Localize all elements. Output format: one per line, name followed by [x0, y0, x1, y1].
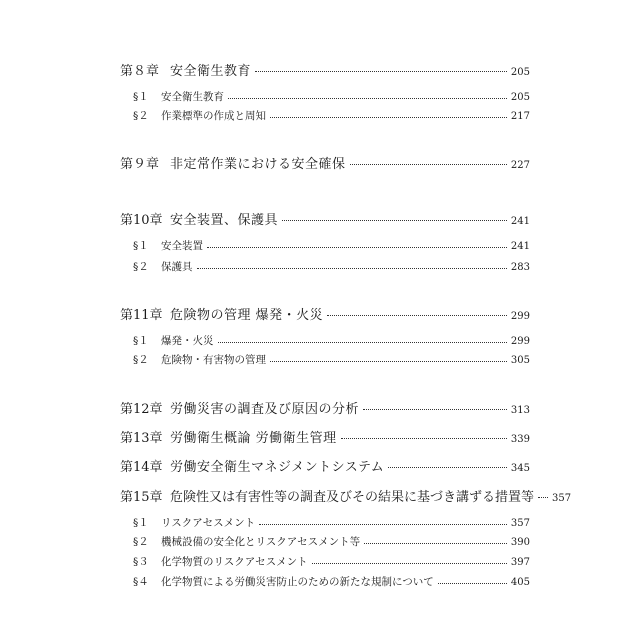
dot-leader: [282, 220, 507, 221]
chapter-title: 危険性又は有害性等の調査及びその結果に基づき講ずる措置等: [170, 490, 535, 505]
toc-chapter-12[interactable]: [120, 398, 530, 417]
section-number: §４: [133, 576, 149, 588]
dot-leader: [350, 164, 507, 165]
chapter-number: 第14章: [120, 460, 163, 475]
section-title: 安全衛生教育: [161, 91, 224, 103]
page-number: 205: [510, 92, 530, 103]
page-number: 299: [510, 336, 530, 347]
chapter-number: 第10章: [120, 213, 163, 228]
chapter-number: 第９章: [120, 157, 160, 172]
section-title: 爆発・火災: [161, 335, 214, 347]
chapter-number: 第13章: [120, 431, 163, 446]
section-number: §１: [133, 517, 149, 529]
dot-leader: [363, 409, 507, 410]
dot-leader: [218, 342, 507, 343]
page-number: 227: [510, 160, 530, 171]
page-number: 339: [510, 434, 530, 445]
dot-leader: [270, 361, 507, 362]
toc-chapter-8[interactable]: [120, 60, 530, 79]
page-number: 357: [552, 493, 572, 504]
chapter-title: 危険物の管理 爆発・火災: [170, 308, 324, 323]
toc-section-8-2[interactable]: [133, 108, 530, 123]
section-number: §１: [133, 91, 149, 103]
chapter-number: 第８章: [120, 64, 160, 79]
toc-chapter-14[interactable]: [120, 456, 530, 475]
chapter-title: 安全装置、保護具: [170, 213, 279, 228]
dot-leader: [364, 543, 507, 544]
chapter-title: 労働安全衛生マネジメントシステム: [170, 460, 385, 475]
section-number: §２: [133, 110, 149, 122]
page-number: 397: [510, 557, 530, 568]
page-number: 405: [510, 577, 530, 588]
toc-section-15-3[interactable]: [133, 554, 530, 569]
page-number: 299: [510, 311, 530, 322]
section-title: リスクアセスメント: [161, 517, 256, 529]
section-title: 化学物質のリスクアセスメント: [161, 556, 308, 568]
section-title: 危険物・有害物の管理: [161, 354, 266, 366]
toc-section-11-2[interactable]: [133, 352, 530, 367]
toc-section-15-2[interactable]: [133, 534, 530, 549]
toc-chapter-11[interactable]: [120, 304, 530, 323]
toc-section-10-1[interactable]: [133, 238, 530, 253]
dot-leader: [207, 247, 507, 248]
section-number: §３: [133, 556, 149, 568]
toc-section-15-4[interactable]: [133, 574, 530, 589]
dot-leader: [538, 497, 548, 498]
section-title: 作業標準の作成と周知: [161, 110, 266, 122]
dot-leader: [341, 438, 507, 439]
toc-section-8-1[interactable]: [133, 89, 530, 104]
toc-chapter-13[interactable]: [120, 427, 530, 446]
section-title: 化学物質による労働災害防止のための新たな規制について: [161, 576, 434, 588]
toc-section-15-1[interactable]: [133, 515, 530, 530]
section-number: §１: [133, 240, 149, 252]
section-number: §１: [133, 335, 149, 347]
toc-chapter-15[interactable]: [120, 486, 572, 505]
page-number: 217: [510, 111, 530, 122]
dot-leader: [327, 315, 507, 316]
section-number: §２: [133, 354, 149, 366]
page-number: 313: [510, 405, 530, 416]
page-number: 390: [510, 537, 530, 548]
dot-leader: [388, 467, 507, 468]
section-title: 保護具: [161, 261, 193, 273]
section-number: §２: [133, 261, 149, 273]
page-number: 357: [510, 518, 530, 529]
dot-leader: [259, 524, 507, 525]
chapter-title: 非定常作業における安全確保: [170, 157, 346, 172]
dot-leader: [255, 71, 507, 72]
dot-leader: [228, 98, 507, 99]
toc-chapter-9[interactable]: [120, 153, 530, 172]
page-number: 241: [510, 216, 530, 227]
toc-section-10-2[interactable]: [133, 259, 530, 274]
chapter-title: 安全衛生教育: [170, 64, 252, 79]
chapter-title: 労働災害の調査及び原因の分析: [170, 402, 360, 417]
section-title: 機械設備の安全化とリスクアセスメント等: [161, 536, 361, 548]
dot-leader: [438, 583, 507, 584]
page-number: 283: [510, 262, 530, 273]
chapter-number: 第11章: [120, 308, 163, 323]
dot-leader: [312, 563, 507, 564]
dot-leader: [197, 268, 507, 269]
page-number: 345: [510, 463, 530, 474]
section-title: 安全装置: [161, 240, 203, 252]
chapter-title: 労働衛生概論 労働衛生管理: [170, 431, 337, 446]
page-number: 241: [510, 241, 530, 252]
toc-section-11-1[interactable]: [133, 333, 530, 348]
section-number: §２: [133, 536, 149, 548]
chapter-number: 第12章: [120, 402, 163, 417]
dot-leader: [270, 117, 507, 118]
toc-chapter-10[interactable]: [120, 209, 530, 228]
page-number: 205: [510, 67, 530, 78]
page-number: 305: [510, 355, 530, 366]
chapter-number: 第15章: [120, 490, 163, 505]
